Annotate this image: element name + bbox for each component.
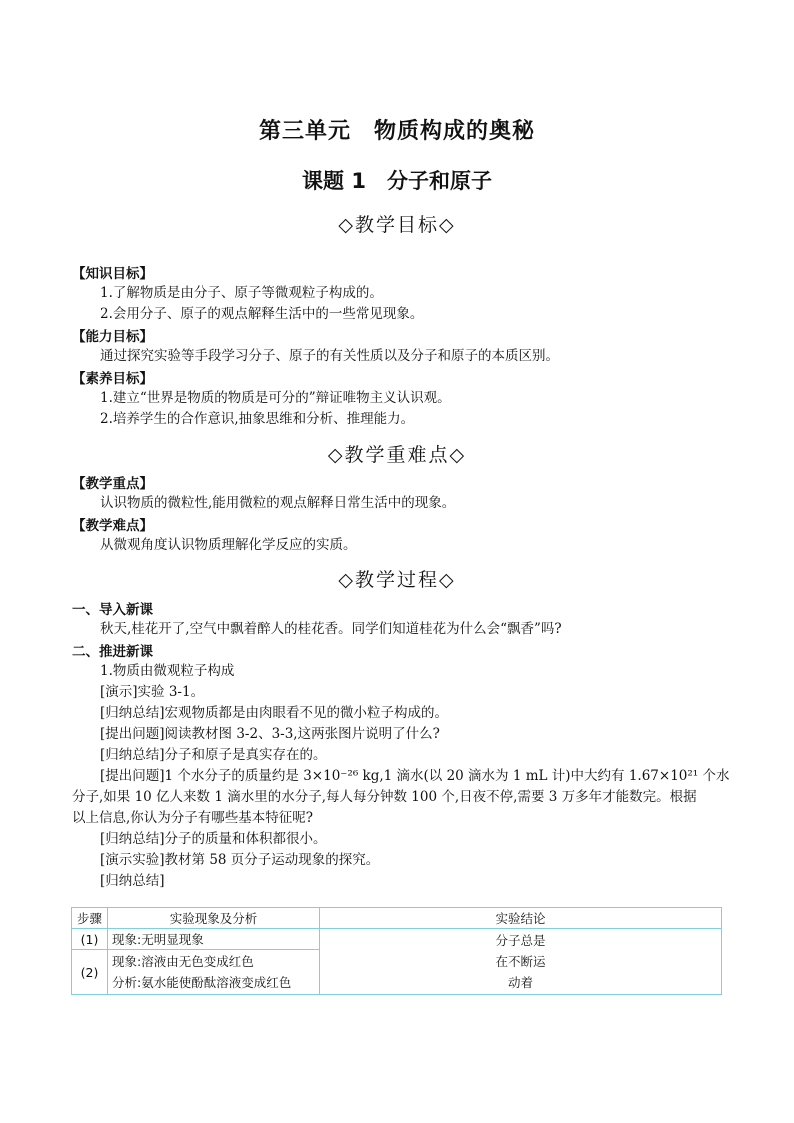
- difficulty-text: 从微观角度认识物质理解化学反应的实质。: [100, 537, 357, 553]
- part1-text: 秋天,桂花开了,空气中飘着醉人的桂花香。同学们知道桂花为什么会“飘香”吗?: [100, 621, 562, 637]
- header-conclusion: 实验结论: [320, 908, 722, 929]
- row1-step: (1): [72, 929, 108, 950]
- literacy-goal-head: 【素养目标】: [72, 371, 153, 387]
- focus-text: 认识物质的微粒性,能用微粒的观点解释日常生活中的现象。: [100, 495, 456, 511]
- knowledge-goal-1: 1.了解物质是由分子、原子等微观粒子构成的。: [100, 285, 383, 301]
- experiment-table: [71, 907, 722, 995]
- process-paragraph-line-2: 分子,如果 10 亿人来数 1 滴水里的水分子,每人每分钟数 100 个,日夜不停,需要 3 万多年才能数完。根据: [72, 789, 697, 805]
- knowledge-goal-head: 【知识目标】: [72, 266, 153, 282]
- part1-head: 一、导入新课: [72, 602, 153, 618]
- process-line-8: [归纳总结]: [100, 873, 165, 889]
- ability-goal: 通过探究实验等手段学习分子、原子的有关性质以及分子和原子的本质区别。: [100, 348, 559, 364]
- literacy-goal-1: 1.建立“世界是物质的物质是可分的”辩证唯物主义认识观。: [100, 390, 451, 406]
- part2-head: 二、推进新课: [72, 644, 153, 660]
- focus-head: 【教学重点】: [72, 476, 153, 492]
- knowledge-goal-2: 2.会用分子、原子的观点解释生活中的一些常见现象。: [100, 306, 424, 322]
- process-line-2: [演示]实验 3-1。: [100, 684, 205, 700]
- section-goals: ◇教学目标◇: [338, 214, 456, 236]
- process-line-4: [提出问题]阅读教材图 3-2、3-3,这两张图片说明了什么?: [100, 726, 440, 742]
- row1-phenomenon: 现象:无明显现象: [108, 929, 320, 950]
- conclusion-cell: [320, 929, 722, 995]
- process-line-6: [归纳总结]分子的质量和体积都很小。: [100, 831, 327, 847]
- process-line-3: [归纳总结]宏观物质都是由肉眼看不见的微小粒子构成的。: [100, 705, 449, 721]
- row2-analysis: 分析:氨水能使酚酞溶液变成红色: [112, 975, 292, 990]
- process-line-5: [归纳总结]分子和原子是真实存在的。: [100, 747, 327, 763]
- row2-step: (2): [72, 950, 108, 995]
- table-row: [72, 929, 722, 950]
- table-header-row: [72, 908, 722, 929]
- conclusion-line-1: 分子总是: [495, 933, 546, 948]
- section-process: ◇教学过程◇: [338, 569, 456, 591]
- ability-goal-head: 【能力目标】: [72, 329, 153, 345]
- unit-title: 第三单元 物质构成的奥秘: [258, 119, 535, 144]
- process-line-1: 1.物质由微观粒子构成: [100, 663, 235, 679]
- process-paragraph-line-1: [提出问题]1 个水分子的质量约是 3×10⁻²⁶ kg,1 滴水(以 20 滴水为 1 mL 计)中大约有 1.67×10²¹ 个水: [100, 768, 730, 784]
- literacy-goal-2: 2.培养学生的合作意识,抽象思维和分析、推理能力。: [100, 411, 415, 427]
- section-key-points: ◇教学重难点◇: [327, 444, 467, 466]
- header-step: 步骤: [72, 908, 108, 929]
- difficulty-head: 【教学难点】: [72, 518, 153, 534]
- lesson-title: 课题 1 分子和原子: [302, 169, 492, 193]
- conclusion-line-2: 在不断运: [495, 954, 546, 969]
- row2-phenomenon: 现象:溶液由无色变成红色: [112, 954, 254, 969]
- process-line-7: [演示实验]教材第 58 页分子运动现象的探究。: [100, 852, 380, 868]
- conclusion-line-3: 动着: [507, 975, 533, 990]
- header-phenomenon: 实验现象及分析: [108, 908, 320, 929]
- process-paragraph-line-3: 以上信息,你认为分子有哪些基本特征呢?: [72, 810, 314, 826]
- row2-phenomenon-cell: [108, 950, 320, 995]
